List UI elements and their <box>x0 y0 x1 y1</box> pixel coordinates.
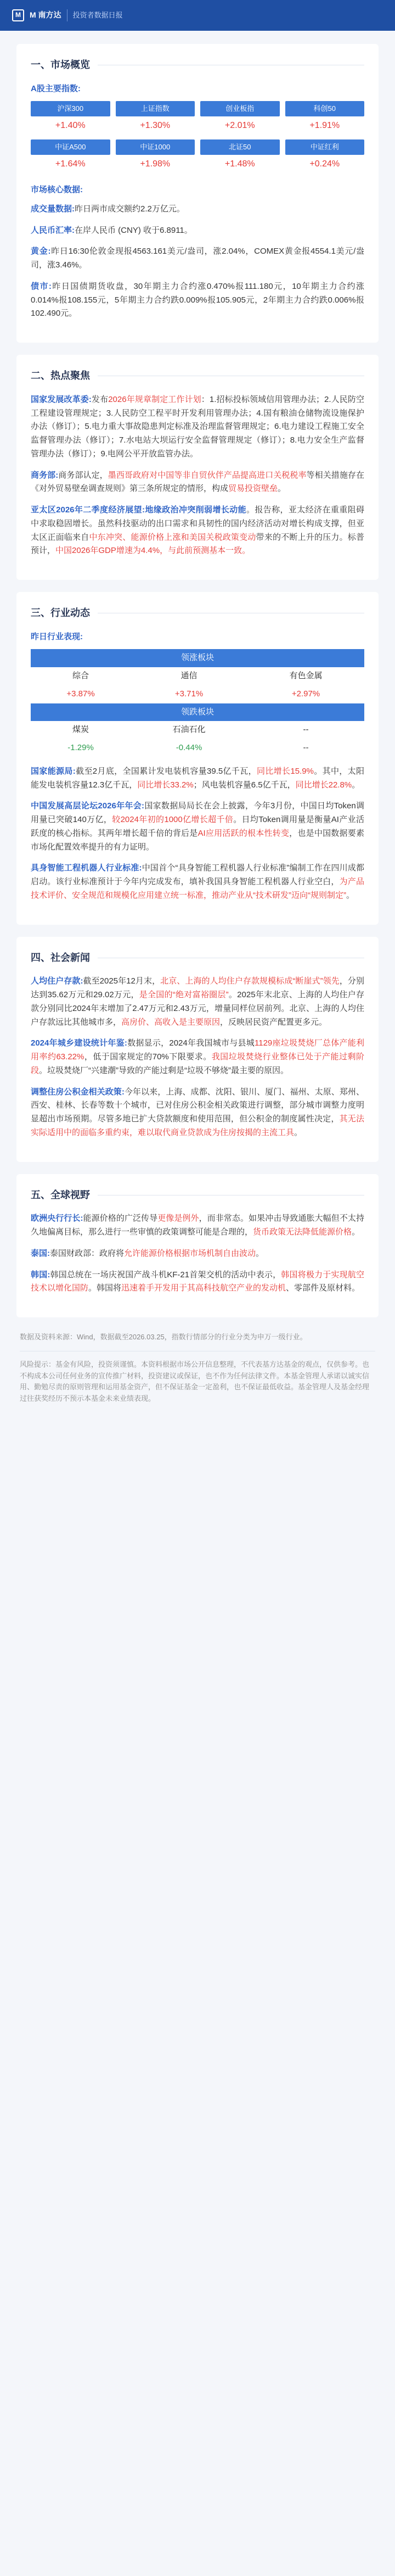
paragraph-nea: 国家能源局:截至2月底，全国累计发电装机容量39.5亿千瓦，同比增长15.9%。其中，太阳能发电装机容量12.3亿千瓦，同比增长33.2%；风电装机容量6.5亿千瓦，同比增长22.8%。 <box>31 766 364 790</box>
index-card <box>200 139 280 171</box>
index-row-1 <box>31 101 364 133</box>
table-cell: -- <box>303 743 309 753</box>
index-change: +1.91% <box>309 120 340 130</box>
footer <box>16 1329 379 1405</box>
index-card <box>31 139 110 171</box>
subheading-industry-perf: 昨日行业表现: <box>31 632 83 641</box>
subheading-a-share-index: A股主要指数: <box>31 83 81 93</box>
table-cell: +2.97% <box>291 689 320 699</box>
subheading-core-data: 市场核心数据: <box>31 185 83 195</box>
index-name: 创业板指 <box>200 101 280 116</box>
table-row <box>31 739 364 757</box>
table-cell: 煤炭 <box>72 725 89 735</box>
paragraph-cdf: 中国发展高层论坛2026年年会:国家数据局局长在会上披露，今年3月份，中国日均Token调用量已突破140万亿，较2024年初的1000亿增长超千倍。日均Token调用量是衡量AI产业活跃度的核心指标。其两年增长超千倍的背后是AI应用活跃的根本性转变，也是中国数据要素市场化配置效率提升的有力证明。 <box>31 801 364 852</box>
section-title: 四、社会新闻 <box>31 950 364 966</box>
top-bar <box>0 0 395 31</box>
brand-logo-icon: M <box>12 9 24 21</box>
brand-name: M 南方达 <box>30 10 61 20</box>
section-market-overview <box>16 44 379 343</box>
section-title: 五、全球视野 <box>31 1187 364 1204</box>
index-name: 中证1000 <box>116 139 195 154</box>
section-social-news <box>16 937 379 1162</box>
paragraph-housing-fund: 调整住房公积金相关政策:今年以来，上海、成都、沈阳、银川、厦门、福州、太原、郑州、西安、桂林、长春等数十个城市，已对住房公积金相关政策进行调整，部分城市调整力度明显超出市场预期。尽管多地已扩大贷款额度和使用范围，但公积金的制度属性决定，其无法实际适用中的面临多重约束，难以取代商业贷款成为住房按揭的主流工具。 <box>31 1087 364 1137</box>
index-card <box>200 101 280 133</box>
paragraph-volume: 成交量数据:昨日两市成交额约2.2万亿元。 <box>31 204 185 214</box>
table-cell: -- <box>303 725 309 735</box>
index-change: +2.01% <box>224 120 255 130</box>
section-title: 二、热点聚焦 <box>31 368 364 384</box>
index-name: 北证50 <box>200 139 280 154</box>
paragraph-thailand: 泰国:泰国财政部：政府将允许能源价格根据市场机制自由波动。 <box>31 1248 264 1258</box>
source-note: 数据及资料来源：Wind，数据截至2026.03.25，指数行情部分的行业分类为申万一级行业。 <box>20 1333 307 1342</box>
paragraph-bond: 债市:昨日国债期货收盘，30年期主力合约涨0.470%报111.180元，10年期主力合约涨0.014%报108.155元，5年期主力合约跌0.009%报105.905元，2年期主力合约跌0.006%报102.490元。 <box>31 281 364 318</box>
table-cell: 有色金属 <box>289 671 323 681</box>
index-name: 科创50 <box>285 101 365 116</box>
section-title: 一、市场概览 <box>31 57 364 74</box>
paragraph-rmb: 人民币汇率:在岸人民币 (CNY) 收于6.8911。 <box>31 225 193 235</box>
index-change: +1.64% <box>55 159 86 169</box>
table-row <box>31 685 364 703</box>
section-hot-focus <box>16 355 379 580</box>
table-header: 领涨板块 <box>31 649 364 667</box>
section-title: 三、行业动态 <box>31 605 364 622</box>
paragraph-ecb: 欧洲央行行长:能源价格的广泛传导更像是例外，而非常态。如果冲击导致通胀大幅但不太持久地偏离目标，那么进行一些审慎的政策调整可能是合理的，货币政策无法降低能源价格。 <box>31 1214 364 1237</box>
index-card <box>285 101 365 133</box>
section-global <box>16 1174 379 1317</box>
table-row <box>31 721 364 739</box>
index-card <box>31 101 110 133</box>
paragraph-waste: 2024年城乡建设统计年鉴:数据显示，2024年我国城市与县城1129座垃圾焚烧厂总体产能利用率约63.22%，低于国家规定的70%下限要求。我国垃圾焚烧行业整体已处于产能过剩阶段。垃圾焚烧厂“兴建潮”导致的产能过剩是“垃圾不够烧”最主要的原因。 <box>31 1038 365 1075</box>
paragraph-robot-standard: 具身智能工程机器人行业标准:中国首个“具身智能工程机器人行业标准”编制工作在四川成都启动。该行业标准预计于今年内完成发布，填补我国具身智能工程机器人行业空白，为产品技术评价、安全规范和规模化应用建立统一标准，推动产业从“技术研发”迈向“规则制定”。 <box>31 863 365 900</box>
section-industry <box>16 592 379 925</box>
leading-gainers-table <box>31 649 364 757</box>
index-card <box>285 139 365 171</box>
index-change: +1.98% <box>140 159 171 169</box>
risk-disclaimer: 风险提示：基金有风险，投资须谨慎。本资料根据市场公开信息整理，不代表基方达基金的观点，仅供参考。也不构成本公司任何业务的宣传推广材料，投资建议或保证，也不作为任何法律文件。本基金管理人承诺以诚实信用、勤勉尽责的原则管理和运用基金资产，但不保证基金一定盈利，也不保证最低收益。基金管理人及基金经理过往获奖经历不预示本基金未来业绩表现。 <box>20 1360 370 1403</box>
report-name: 投资者数据日报 <box>67 9 123 21</box>
paragraph-korea: 韩国:韩国总统在一场庆祝国产战斗机KF-21首架交机的活动中表示，韩国将极力于实现航空技术以增化国防。韩国将迅速着手开发用于其高科技航空产业的发动机、零部件及原材料。 <box>31 1270 364 1293</box>
index-card <box>116 101 195 133</box>
index-name: 沪深300 <box>31 101 110 116</box>
index-name: 中证红利 <box>285 139 365 154</box>
index-change: +0.24% <box>309 159 340 169</box>
table-row <box>31 667 364 685</box>
index-change: +1.40% <box>55 120 86 130</box>
paragraph-apac-outlook: 亚太区2026年二季度经济展望:地缘政治冲突削弱增长动能。报告称，亚太经济在重重阻碍中求取稳固增长。虽然科技驱动的出口需求和具韧性的国内经济活动对增长构成支撑，但亚太区正面临来自中东冲突、能源价格上涨和美国关税政策变动带来的不断上升的压力。标普预计，中国2026年GDP增速为4.4%，与此前预测基本一致。 <box>31 505 364 556</box>
table-cell: 石油石化 <box>172 725 206 735</box>
paragraph-deposits: 人均住户存款:截至2025年12月末，北京、上海的人均住户存款规模标成“断崖式”领先，分别达到35.62万元和29.02万元，是全国的“绝对富裕圈层”。2025年末北京、上海的人均住户存款分别同比2024年末增加了2.47万元和2.43万元，增量同样位居前列。北京、上海的人均住户存款远比其他城市多，高房价、高收入是主要原因，反映居民资产配置更多元。 <box>31 976 365 1027</box>
table-cell: +3.71% <box>174 689 204 699</box>
table-cell: -1.29% <box>67 743 94 753</box>
table-header: 领跌板块 <box>31 703 364 722</box>
table-cell: -0.44% <box>176 743 202 753</box>
table-cell: 综合 <box>72 671 89 681</box>
index-card <box>116 139 195 171</box>
table-cell: +3.87% <box>66 689 95 699</box>
index-name: 中证A500 <box>31 139 110 154</box>
paragraph-gold: 黄金:昨日16:30伦敦金现报4563.161美元/盎司，涨2.04%，COMEX黄金报4554.1美元/盎司，涨3.46%。 <box>31 247 365 270</box>
table-cell: 通信 <box>180 671 198 681</box>
index-change: +1.48% <box>224 159 255 169</box>
paragraph-ndrc: 国家发展改革委:发布2026年规章制定工作计划：1.招标投标领域信用管理办法；2.人民防空工程建设管理规定；3.人民防空工程平时开发利用管理办法；4.国有粮油仓储物流设施保护办法（修订）；5.电力重大事故隐患判定标准及治理监督管理规定；6.电力建设工程施工安全监督管理办法（修订）；7.水电站大坝运行安全监督管理规定（修订）；8.电力安全生产监督管理办法（修订）；9.电网公平开放监管办法。 <box>31 394 364 459</box>
index-row-2 <box>31 139 364 171</box>
index-change: +1.30% <box>140 120 171 130</box>
index-name: 上证指数 <box>116 101 195 116</box>
paragraph-mofcom: 商务部:商务部认定，墨西哥政府对中国等非自贸伙伴产品提高进口关税税率等相关措施存在《对外贸易壁垒调查规则》第三条所规定的情形，构成贸易投资壁垒。 <box>31 470 364 494</box>
